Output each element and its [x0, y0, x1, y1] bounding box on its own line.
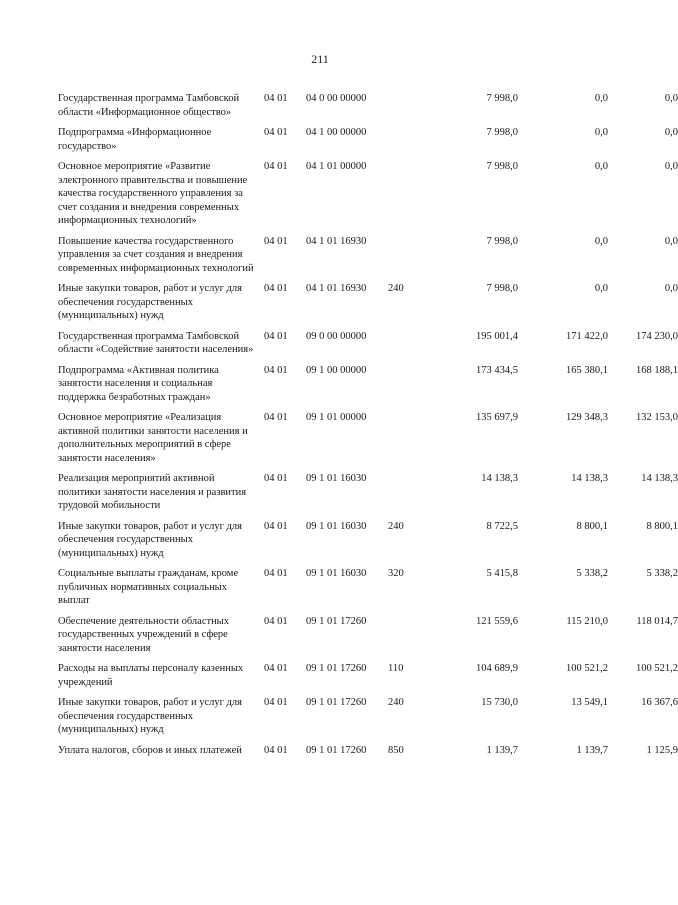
row-value-1: 14 138,3	[481, 473, 518, 484]
table-row	[58, 520, 678, 561]
row-section: 04 01	[264, 697, 288, 708]
table-row	[58, 235, 678, 276]
row-name: Реализация мероприятий активной политики занятости населения и развития трудовой мобильности	[58, 473, 247, 511]
row-value-2: 0,0	[594, 161, 608, 172]
row-value-1: 135 697,9	[476, 412, 518, 423]
row-value-1: 173 434,5	[476, 364, 518, 376]
row-section: 04 01	[264, 568, 288, 579]
row-code: 09 1 00 00000	[306, 364, 367, 376]
row-value-2: 1 139,7	[576, 744, 608, 756]
row-type: 320	[388, 568, 404, 579]
row-section: 04 01	[264, 127, 288, 138]
row-value-2: 0,0	[594, 283, 608, 294]
row-value-2: 8 800,1	[576, 520, 608, 532]
row-code: 04 0 00 00000	[306, 93, 367, 104]
row-value-2: 129 348,3	[566, 412, 608, 423]
row-code: 04 1 01 00000	[306, 161, 367, 172]
row-name: Иные закупки товаров, работ и услуг для обеспечения государственных (муниципальных) нужд	[58, 697, 242, 735]
row-value-2: 0,0	[594, 235, 608, 247]
row-value-1: 7 998,0	[486, 93, 518, 104]
row-value-3: 1 125,9	[646, 744, 678, 756]
row-type: 240	[388, 283, 404, 294]
row-code: 04 1 01 16930	[306, 283, 367, 294]
row-value-3: 174 230,0	[636, 330, 678, 342]
row-name: Обеспечение деятельности областных государственных учреждений в сфере занятости населения	[58, 615, 229, 654]
row-code: 09 1 01 17260	[306, 697, 367, 708]
row-type: 110	[388, 663, 404, 674]
row-value-1: 195 001,4	[476, 330, 518, 342]
row-name: Подпрограмма «Активная политика занятости населения и социальная поддержка безработных граждан»	[58, 364, 219, 403]
row-type: 850	[388, 744, 404, 756]
row-section: 04 01	[264, 235, 288, 247]
row-section: 04 01	[264, 283, 288, 294]
table-row	[58, 567, 678, 608]
table-row	[58, 92, 678, 119]
row-code: 09 1 01 16030	[306, 520, 367, 532]
row-section: 04 01	[264, 615, 288, 627]
row-name: Иные закупки товаров, работ и услуг для обеспечения государственных (муниципальных) нужд	[58, 520, 242, 559]
row-value-3: 100 521,2	[636, 663, 678, 674]
row-value-3: 132 153,0	[636, 412, 678, 423]
row-value-1: 7 998,0	[486, 127, 518, 138]
row-section: 04 01	[264, 663, 288, 674]
row-value-2: 5 338,2	[576, 568, 608, 579]
row-name: Расходы на выплаты персоналу казенных учреждений	[58, 663, 244, 688]
row-value-3: 0,0	[664, 283, 678, 294]
table-row	[58, 160, 678, 228]
row-section: 04 01	[264, 473, 288, 484]
table-row	[58, 696, 678, 737]
row-value-2: 115 210,0	[566, 615, 608, 627]
row-value-3: 0,0	[664, 235, 678, 247]
row-code: 09 1 01 17260	[306, 615, 367, 627]
row-name: Основное мероприятие «Развитие электронного правительства и повышение качества государственного управления за счет создания и внедрения современных информационных технологий»	[58, 161, 248, 226]
row-section: 04 01	[264, 364, 288, 376]
row-value-1: 7 998,0	[486, 283, 518, 294]
row-value-1: 1 139,7	[486, 744, 518, 756]
row-value-2: 13 549,1	[571, 697, 608, 708]
row-value-2: 165 380,1	[566, 364, 608, 376]
row-code: 04 1 00 00000	[306, 127, 367, 138]
row-type: 240	[388, 697, 404, 708]
table-row	[58, 282, 678, 323]
row-name: Повышение качества государственного управления за счет создания и внедрения современных информационных технологий	[58, 235, 254, 274]
row-code: 09 1 01 16030	[306, 568, 367, 579]
row-code: 09 1 01 17260	[306, 744, 367, 756]
row-section: 04 01	[264, 93, 288, 104]
table-row	[58, 662, 678, 689]
table-row	[58, 126, 678, 153]
row-code: 09 0 00 00000	[306, 330, 367, 342]
row-value-1: 104 689,9	[476, 663, 518, 674]
row-name: Государственная программа Тамбовской области «Содействие занятости населения»	[58, 330, 254, 355]
page-number: 211	[311, 52, 329, 66]
row-value-3: 16 367,6	[641, 697, 678, 708]
row-name: Иные закупки товаров, работ и услуг для обеспечения государственных (муниципальных) нужд	[58, 283, 242, 321]
row-code: 09 1 01 16030	[306, 473, 367, 484]
row-section: 04 01	[264, 161, 288, 172]
row-value-1: 8 722,5	[486, 520, 518, 532]
row-value-3: 8 800,1	[646, 520, 678, 532]
table-row	[58, 744, 678, 758]
table-row	[58, 411, 678, 465]
row-code: 09 1 01 00000	[306, 412, 367, 423]
row-name: Подпрограмма «Информационное государство»	[58, 127, 212, 152]
row-section: 04 01	[264, 744, 288, 756]
row-section: 04 01	[264, 412, 288, 423]
budget-table	[58, 92, 678, 757]
row-name: Государственная программа Тамбовской области «Информационное общество»	[58, 93, 240, 118]
row-value-3: 0,0	[664, 127, 678, 138]
row-value-3: 14 138,3	[641, 473, 678, 484]
row-code: 09 1 01 17260	[306, 663, 367, 674]
table-row	[58, 615, 678, 656]
row-section: 04 01	[264, 520, 288, 532]
row-value-3: 0,0	[664, 161, 678, 172]
row-value-2: 0,0	[594, 127, 608, 138]
row-name: Социальные выплаты гражданам, кроме публичных нормативных социальных выплат	[58, 568, 239, 606]
table-row	[58, 472, 678, 513]
row-name: Основное мероприятие «Реализация активной политики занятости населения и дополнительных мероприятий в сфере занятости населения»	[58, 412, 248, 464]
row-section: 04 01	[264, 330, 288, 342]
table-row	[58, 364, 678, 405]
row-value-3: 118 014,7	[636, 615, 678, 627]
row-value-1: 121 559,6	[476, 615, 518, 627]
row-type: 240	[388, 520, 404, 532]
row-value-1: 7 998,0	[486, 235, 518, 247]
row-value-2: 14 138,3	[571, 473, 608, 484]
row-value-1: 15 730,0	[481, 697, 518, 708]
row-value-2: 171 422,0	[566, 330, 608, 342]
row-value-3: 5 338,2	[646, 568, 678, 579]
row-value-3: 0,0	[664, 93, 678, 104]
row-code: 04 1 01 16930	[306, 235, 367, 247]
row-value-2: 100 521,2	[566, 663, 608, 674]
row-value-3: 168 188,1	[636, 364, 678, 376]
row-value-1: 7 998,0	[486, 161, 518, 172]
row-name: Уплата налогов, сборов и иных платежей	[58, 744, 242, 756]
row-value-1: 5 415,8	[486, 568, 518, 579]
table-row	[58, 330, 678, 357]
row-value-2: 0,0	[594, 93, 608, 104]
